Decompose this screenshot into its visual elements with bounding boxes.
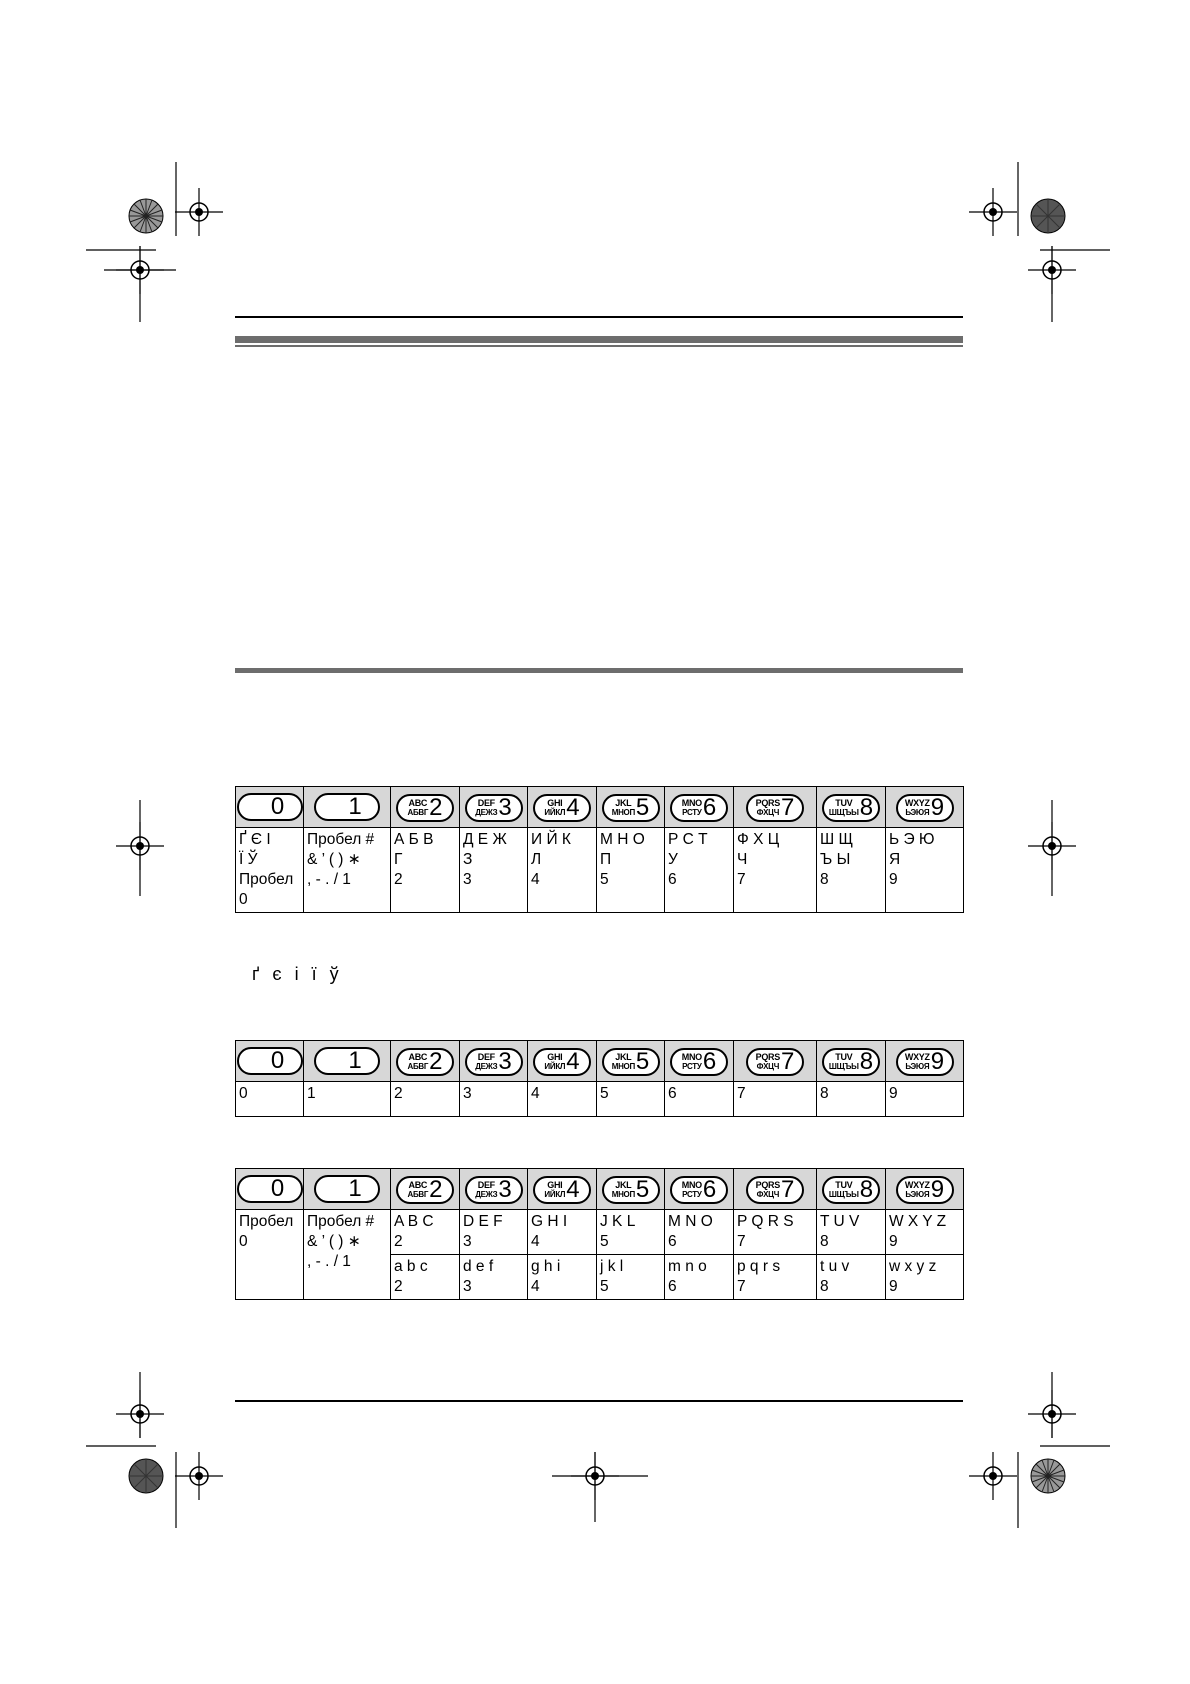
lower-chars-key-9 <box>886 1255 964 1300</box>
char-line: 7 <box>737 1278 746 1295</box>
key-cyrillic-letters: АБВГ <box>407 808 429 817</box>
key-9-icon <box>896 1176 954 1204</box>
key-digit: 6 <box>702 1048 717 1075</box>
char-line: 9 <box>889 1278 898 1295</box>
key-cell-2 <box>391 1041 460 1082</box>
chars-key-1 <box>304 1210 391 1300</box>
key-cyrillic-letters: ДЕЖЗ <box>475 1062 498 1071</box>
key-digit: 5 <box>635 1176 650 1203</box>
char-line: М Н О <box>600 831 645 848</box>
key-8-icon <box>822 1176 880 1204</box>
char-line: Ґ Є І <box>239 831 271 848</box>
chars-key-0 <box>236 1210 304 1300</box>
key-label <box>544 1181 565 1199</box>
key-row <box>236 787 964 828</box>
char-line: Я <box>889 851 901 868</box>
char-line: 3 <box>463 1278 472 1295</box>
char-line: П <box>600 851 612 868</box>
char-line: Л <box>531 851 542 868</box>
key-latin-letters: DEF <box>477 798 495 808</box>
key-8-icon <box>822 794 880 822</box>
char-line: 6 <box>668 1278 677 1295</box>
key-5-icon <box>602 1048 660 1076</box>
key-latin-letters: MNO <box>681 798 702 808</box>
key-cyrillic-letters: АБВГ <box>407 1062 429 1071</box>
key-7-icon <box>746 1176 804 1204</box>
key-label <box>408 1053 429 1071</box>
char-line: P Q R S <box>737 1213 794 1230</box>
key-cyrillic-letters: ЬЭЮЯ <box>905 808 930 817</box>
key-cyrillic-letters: ФХЦЧ <box>756 808 780 817</box>
key-cyrillic-letters: ШЩЪЫ <box>828 1062 859 1071</box>
key-latin-letters: DEF <box>477 1180 495 1190</box>
key-1-icon <box>314 793 380 821</box>
key-cyrillic-letters: МНОП <box>611 808 635 817</box>
lower-chars-key-6 <box>665 1255 734 1300</box>
key-digit: 4 <box>566 1048 580 1075</box>
key-label <box>829 1181 859 1199</box>
key-latin-letters: ABC <box>408 1052 428 1062</box>
key-cell-0 <box>236 1169 304 1210</box>
key-label <box>612 799 635 817</box>
char-line: w x y z <box>889 1258 937 1275</box>
char-line: p q r s <box>737 1258 781 1275</box>
key-digit: 9 <box>930 794 945 821</box>
section-rule <box>235 668 963 673</box>
key-label <box>612 1181 635 1199</box>
chars-key-3: 3 <box>460 1082 528 1117</box>
key-0-icon <box>237 1175 303 1203</box>
char-line: Ф Х Ц <box>737 831 780 848</box>
key-2-icon <box>396 1176 454 1204</box>
key-cell-2 <box>391 1169 460 1210</box>
char-line: Р С Т <box>668 831 708 848</box>
chars-key-4 <box>528 828 597 913</box>
chars-key-1: 1 <box>304 1082 391 1117</box>
key-cyrillic-letters: МНОП <box>611 1062 635 1071</box>
key-cyrillic-letters: РСТУ <box>682 808 702 817</box>
lower-chars-key-3 <box>460 1255 528 1300</box>
char-line: 8 <box>820 1233 829 1250</box>
key-label <box>682 1181 702 1199</box>
upper-row <box>236 1210 964 1255</box>
key-latin-letters: PQRS <box>755 1052 780 1062</box>
char-line: 9 <box>889 1233 898 1250</box>
char-line: Ш Щ <box>820 831 854 848</box>
key-label <box>475 1053 497 1071</box>
key-cell-9 <box>886 787 964 828</box>
key-digit: 3 <box>498 794 512 821</box>
key-4-icon <box>533 1048 591 1076</box>
key-cell-5 <box>597 1041 665 1082</box>
chars-key-4: 4 <box>528 1082 597 1117</box>
chars-key-9: 9 <box>886 1082 964 1117</box>
char-line: m n o <box>668 1258 707 1275</box>
key-label <box>756 1053 780 1071</box>
key-digit: 8 <box>859 794 874 821</box>
chars-key-5 <box>597 828 665 913</box>
key-digit: 4 <box>566 1176 580 1203</box>
chars-key-5: 5 <box>597 1082 665 1117</box>
char-line: J K L <box>600 1213 636 1230</box>
key-latin-letters: PQRS <box>755 1180 780 1190</box>
key-latin-letters: JKL <box>615 1052 632 1062</box>
key-digit: 5 <box>635 1048 650 1075</box>
chars-key-6: 6 <box>665 1082 734 1117</box>
char-line: t u v <box>820 1258 850 1275</box>
char-line: j k l <box>600 1258 624 1275</box>
key-label <box>829 799 859 817</box>
character-table-latin <box>235 1168 964 1300</box>
key-5-icon <box>602 1176 660 1204</box>
header-rule-thick <box>235 336 963 343</box>
key-digit: 8 <box>859 1048 874 1075</box>
key-digit: 0 <box>270 1047 285 1074</box>
key-cyrillic-letters: АБВГ <box>407 1190 429 1199</box>
key-cell-3 <box>460 1041 528 1082</box>
chars-key-6 <box>665 828 734 913</box>
key-label <box>475 799 497 817</box>
chars-key-3 <box>460 828 528 913</box>
key-label <box>905 1053 930 1071</box>
key-digit: 3 <box>498 1048 512 1075</box>
key-latin-letters: ABC <box>408 798 428 808</box>
key-cell-4 <box>528 787 597 828</box>
char-line: , - . / 1 <box>307 1253 351 1270</box>
header-rule-under <box>235 345 963 347</box>
character-table-numeric <box>235 1040 964 1117</box>
chars-key-1 <box>304 828 391 913</box>
key-latin-letters: WXYZ <box>904 1052 930 1062</box>
key-row <box>236 1041 964 1082</box>
key-cyrillic-letters: МНОП <box>611 1190 635 1199</box>
key-cell-1 <box>304 1169 391 1210</box>
char-line: 7 <box>737 871 746 888</box>
char-line: , - . / 1 <box>307 871 351 888</box>
key-digit: 7 <box>780 794 795 821</box>
char-line: 3 <box>463 871 472 888</box>
key-label <box>905 1181 930 1199</box>
key-1-icon <box>314 1047 380 1075</box>
char-line: Пробел <box>239 1213 294 1230</box>
chars-key-7: 7 <box>734 1082 817 1117</box>
char-line: g h i <box>531 1258 561 1275</box>
char-line: А Б В <box>394 831 434 848</box>
key-digit: 0 <box>270 793 285 820</box>
char-line: 0 <box>239 891 248 908</box>
char-line: 2 <box>394 1233 403 1250</box>
lower-chars-key-7 <box>734 1255 817 1300</box>
char-line: G H I <box>531 1213 568 1230</box>
key-cyrillic-letters: ФХЦЧ <box>756 1062 780 1071</box>
header-rule-thin <box>235 316 963 318</box>
key-cell-6 <box>665 1169 734 1210</box>
char-line: T U V <box>820 1213 860 1230</box>
key-cyrillic-letters: ДЕЖЗ <box>475 1190 498 1199</box>
key-6-icon <box>670 1048 728 1076</box>
key-1-icon <box>314 1175 380 1203</box>
key-cell-8 <box>817 787 886 828</box>
char-line: 5 <box>600 871 609 888</box>
key-9-icon <box>896 794 954 822</box>
key-cyrillic-letters: ШЩЪЫ <box>828 1190 859 1199</box>
char-line: Г <box>394 851 403 868</box>
key-digit: 0 <box>270 1175 285 1202</box>
char-line: З <box>463 851 473 868</box>
key-cyrillic-letters: РСТУ <box>682 1190 702 1199</box>
key-label <box>544 1053 565 1071</box>
key-label <box>612 1053 635 1071</box>
key-cell-8 <box>817 1041 886 1082</box>
key-cell-6 <box>665 787 734 828</box>
char-line: Пробел # <box>307 831 375 848</box>
key-0-icon <box>237 793 303 821</box>
key-7-icon <box>746 794 804 822</box>
char-line: И Й К <box>531 831 571 848</box>
key-9-icon <box>896 1048 954 1076</box>
char-line: Д Е Ж <box>463 831 507 848</box>
key-digit: 8 <box>859 1176 874 1203</box>
char-line: A B C <box>394 1213 434 1230</box>
key-digit: 2 <box>429 1048 443 1075</box>
char-line: 7 <box>737 1233 746 1250</box>
key-cyrillic-letters: ФХЦЧ <box>756 1190 780 1199</box>
key-3-icon <box>465 794 523 822</box>
key-4-icon <box>533 794 591 822</box>
char-line: & ’ ( ) ∗ <box>307 851 361 868</box>
key-latin-letters: WXYZ <box>904 1180 930 1190</box>
char-line: 6 <box>668 1233 677 1250</box>
chars-key-7 <box>734 828 817 913</box>
key-latin-letters: TUV <box>835 798 853 808</box>
key-cell-9 <box>886 1169 964 1210</box>
key-label <box>756 1181 780 1199</box>
key-cell-7 <box>734 787 817 828</box>
chars-key-8: 8 <box>817 1082 886 1117</box>
key-6-icon <box>670 1176 728 1204</box>
lower-chars-key-5 <box>597 1255 665 1300</box>
upper-chars-key-3 <box>460 1210 528 1255</box>
key-latin-letters: TUV <box>835 1052 853 1062</box>
char-line: Ч <box>737 851 748 868</box>
character-table-cyrillic <box>235 786 964 913</box>
upper-chars-key-8 <box>817 1210 886 1255</box>
key-cyrillic-letters: ИЙКЛ <box>544 808 566 817</box>
key-latin-letters: ABC <box>408 1180 428 1190</box>
char-line: a b c <box>394 1258 428 1275</box>
key-cell-0 <box>236 1041 304 1082</box>
key-cell-1 <box>304 1041 391 1082</box>
key-digit: 9 <box>930 1048 945 1075</box>
chars-key-0 <box>236 828 304 913</box>
char-line: 4 <box>531 871 540 888</box>
char-line: Ї Ў <box>239 851 258 868</box>
key-cell-5 <box>597 787 665 828</box>
upper-chars-key-6 <box>665 1210 734 1255</box>
chars-key-0: 0 <box>236 1082 304 1117</box>
key-latin-letters: GHI <box>547 798 563 808</box>
upper-chars-key-2 <box>391 1210 460 1255</box>
char-line: У <box>668 851 678 868</box>
upper-chars-key-4 <box>528 1210 597 1255</box>
key-latin-letters: DEF <box>477 1052 495 1062</box>
upper-chars-key-7 <box>734 1210 817 1255</box>
key-2-icon <box>396 794 454 822</box>
key-3-icon <box>465 1048 523 1076</box>
key-cyrillic-letters: ЬЭЮЯ <box>905 1190 930 1199</box>
key-cell-3 <box>460 787 528 828</box>
char-line: & ’ ( ) ∗ <box>307 1233 361 1250</box>
key-digit: 9 <box>930 1176 945 1203</box>
key-cell-0 <box>236 787 304 828</box>
key-latin-letters: PQRS <box>755 798 780 808</box>
key-latin-letters: MNO <box>681 1052 702 1062</box>
key-digit: 7 <box>780 1048 795 1075</box>
upper-chars-key-5 <box>597 1210 665 1255</box>
lower-chars-key-2 <box>391 1255 460 1300</box>
char-line: Ъ Ы <box>820 851 851 868</box>
key-latin-letters: GHI <box>547 1180 563 1190</box>
lower-chars-key-8 <box>817 1255 886 1300</box>
char-line: 5 <box>600 1278 609 1295</box>
key-cyrillic-letters: ИЙКЛ <box>544 1062 566 1071</box>
key-5-icon <box>602 794 660 822</box>
extra-characters: ґ є і ї ў <box>252 964 343 984</box>
key-cyrillic-letters: ЬЭЮЯ <box>905 1062 930 1071</box>
char-line: 9 <box>889 871 898 888</box>
key-digit: 2 <box>429 1176 443 1203</box>
key-label <box>408 799 429 817</box>
key-latin-letters: GHI <box>547 1052 563 1062</box>
key-label <box>905 799 930 817</box>
key-row <box>236 1169 964 1210</box>
lower-chars-key-4 <box>528 1255 597 1300</box>
char-line: W X Y Z <box>889 1213 947 1230</box>
key-latin-letters: WXYZ <box>904 798 930 808</box>
char-line: d e f <box>463 1258 494 1275</box>
key-digit: 2 <box>429 794 443 821</box>
key-digit: 7 <box>780 1176 795 1203</box>
key-cell-7 <box>734 1041 817 1082</box>
char-line: 6 <box>668 871 677 888</box>
key-3-icon <box>465 1176 523 1204</box>
key-latin-letters: JKL <box>615 1180 632 1190</box>
key-2-icon <box>396 1048 454 1076</box>
key-digit: 1 <box>348 793 362 820</box>
key-latin-letters: TUV <box>835 1180 853 1190</box>
char-line: M N O <box>668 1213 713 1230</box>
char-line: 2 <box>394 1278 403 1295</box>
char-line: 8 <box>820 1278 829 1295</box>
chars-key-9 <box>886 828 964 913</box>
key-label <box>408 1181 429 1199</box>
key-cell-2 <box>391 787 460 828</box>
char-row <box>236 828 964 913</box>
key-label <box>829 1053 859 1071</box>
key-cell-1 <box>304 787 391 828</box>
char-line: 2 <box>394 871 403 888</box>
upper-chars-key-9 <box>886 1210 964 1255</box>
key-6-icon <box>670 794 728 822</box>
chars-key-8 <box>817 828 886 913</box>
char-line: 5 <box>600 1233 609 1250</box>
key-4-icon <box>533 1176 591 1204</box>
key-cyrillic-letters: ШЩЪЫ <box>828 808 859 817</box>
key-label <box>544 799 565 817</box>
char-line: 3 <box>463 1233 472 1250</box>
char-line: 0 <box>239 1233 248 1250</box>
key-digit: 1 <box>348 1047 362 1074</box>
key-cyrillic-letters: РСТУ <box>682 1062 702 1071</box>
key-cyrillic-letters: ДЕЖЗ <box>475 808 498 817</box>
char-line: 8 <box>820 871 829 888</box>
chars-key-2: 2 <box>391 1082 460 1117</box>
key-latin-letters: JKL <box>615 798 632 808</box>
key-cell-4 <box>528 1169 597 1210</box>
key-7-icon <box>746 1048 804 1076</box>
key-digit: 5 <box>635 794 650 821</box>
key-cell-3 <box>460 1169 528 1210</box>
char-line: Ь Э Ю <box>889 831 935 848</box>
key-cell-5 <box>597 1169 665 1210</box>
key-label <box>756 799 780 817</box>
key-digit: 6 <box>702 1176 717 1203</box>
key-label <box>682 799 702 817</box>
key-cyrillic-letters: ИЙКЛ <box>544 1190 566 1199</box>
key-digit: 4 <box>566 794 580 821</box>
key-0-icon <box>237 1047 303 1075</box>
char-line: 4 <box>531 1233 540 1250</box>
char-row <box>236 1082 964 1117</box>
key-cell-6 <box>665 1041 734 1082</box>
char-line: Пробел <box>239 871 294 888</box>
footer-rule <box>235 1400 963 1402</box>
char-line: D E F <box>463 1213 503 1230</box>
chars-key-2 <box>391 828 460 913</box>
key-cell-8 <box>817 1169 886 1210</box>
key-digit: 1 <box>348 1175 362 1202</box>
key-cell-9 <box>886 1041 964 1082</box>
key-digit: 6 <box>702 794 717 821</box>
key-cell-7 <box>734 1169 817 1210</box>
key-digit: 3 <box>498 1176 512 1203</box>
key-latin-letters: MNO <box>681 1180 702 1190</box>
char-line: Пробел # <box>307 1213 375 1230</box>
key-label <box>682 1053 702 1071</box>
key-label <box>475 1181 497 1199</box>
key-8-icon <box>822 1048 880 1076</box>
key-cell-4 <box>528 1041 597 1082</box>
char-line: 4 <box>531 1278 540 1295</box>
